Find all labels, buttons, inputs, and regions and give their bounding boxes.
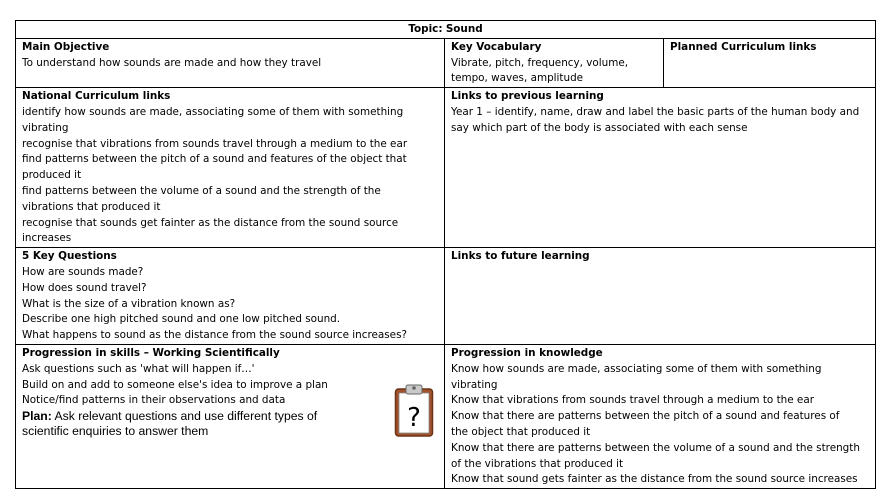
svg-text:?: ?: [407, 403, 421, 433]
plan-line: [22, 409, 392, 424]
knowledge-line: Know how sounds are made, associating some of them with something vibrating: [451, 362, 822, 391]
skills-line: Build on and add to someone else's idea to improve a plan: [22, 378, 328, 391]
topic-row: [16, 21, 876, 39]
key-question: What is the size of a vibration known as?: [22, 297, 236, 310]
knowledge-line: Know that there are patterns between the volume of a sound and the strength: [451, 441, 860, 454]
key-vocabulary-line: tempo, waves, amplitude: [451, 72, 584, 85]
planned-curriculum-title: Planned Curriculum links: [670, 40, 817, 53]
main-objective-cell: [16, 38, 445, 87]
curriculum-line: find patterns between the volume of a sound and the strength of the: [22, 184, 381, 197]
key-question: Describe one high pitched sound and one low pitched sound.: [22, 313, 341, 326]
previous-learning-line: say which part of the body is associated with each sense: [451, 121, 748, 134]
curriculum-line: vibrating: [22, 121, 69, 134]
curriculum-line: recognise that sounds get fainter as the distance from the sound source: [22, 216, 399, 229]
plan-label: Plan:: [22, 409, 52, 424]
key-question: How does sound travel?: [22, 281, 147, 294]
progression-row: [16, 344, 876, 488]
future-learning-cell: [445, 248, 876, 345]
curriculum-row: [16, 88, 876, 248]
curriculum-line: produced it: [22, 169, 82, 182]
key-questions-title: 5 Key Questions: [22, 250, 117, 263]
topic-value: Sound: [445, 23, 483, 35]
knowledge-line: Know that sound gets fainter as the distance from the sound source increases: [451, 473, 858, 486]
plan-line: scientific enquiries to answer them: [22, 424, 209, 439]
key-vocabulary-cell: [445, 38, 664, 87]
plan-text: Ask relevant questions and use different types of: [51, 409, 318, 424]
skills-title: Progression in skills – Working Scientifically: [22, 346, 280, 359]
questions-row: [16, 248, 876, 345]
future-learning-title: Links to future learning: [451, 250, 590, 263]
previous-learning-cell: [445, 88, 876, 248]
skills-line: Ask questions such as 'what will happen if…': [22, 362, 255, 375]
knowledge-line: of the vibrations that produced it: [451, 457, 624, 470]
planned-curriculum-cell: [664, 38, 876, 87]
national-curriculum-cell: [16, 88, 445, 248]
knowledge-line: Know that vibrations from sounds travel through a medium to the ear: [451, 394, 814, 407]
planning-table: [15, 20, 876, 489]
knowledge-line: Know that there are patterns between the pitch of a sound and features of: [451, 410, 840, 423]
topic-label: Topic:: [408, 23, 443, 35]
key-question: How are sounds made?: [22, 265, 144, 278]
clipboard-question-icon: [394, 384, 434, 438]
main-objective-title: Main Objective: [22, 40, 110, 53]
skills-cell: [16, 344, 445, 488]
curriculum-line: vibrations that produced it: [22, 200, 161, 213]
topic-cell: [16, 21, 876, 39]
previous-learning-title: Links to previous learning: [451, 90, 604, 103]
curriculum-line: recognise that vibrations from sounds travel through a medium to the ear: [22, 137, 408, 150]
previous-learning-line: Year 1 – identify, name, draw and label the basic parts of the human body and: [451, 105, 860, 118]
knowledge-title: Progression in knowledge: [451, 346, 603, 359]
key-vocabulary-line: Vibrate, pitch, frequency, volume,: [451, 56, 629, 69]
knowledge-line: the object that produced it: [451, 425, 591, 438]
curriculum-line: identify how sounds are made, associating some of them with something: [22, 105, 404, 118]
curriculum-line: find patterns between the pitch of a sound and features of the object that: [22, 153, 407, 166]
objective-row: [16, 38, 876, 87]
main-objective-text: To understand how sounds are made and how they travel: [22, 56, 322, 69]
key-vocabulary-title: Key Vocabulary: [451, 40, 542, 53]
key-question: What happens to sound as the distance from the sound source increases?: [22, 329, 407, 342]
skills-line: Notice/find patterns in their observations and data: [22, 394, 286, 407]
national-curriculum-title: National Curriculum links: [22, 90, 171, 103]
knowledge-cell: [445, 344, 876, 488]
curriculum-line: increases: [22, 232, 72, 245]
key-questions-cell: [16, 248, 445, 345]
